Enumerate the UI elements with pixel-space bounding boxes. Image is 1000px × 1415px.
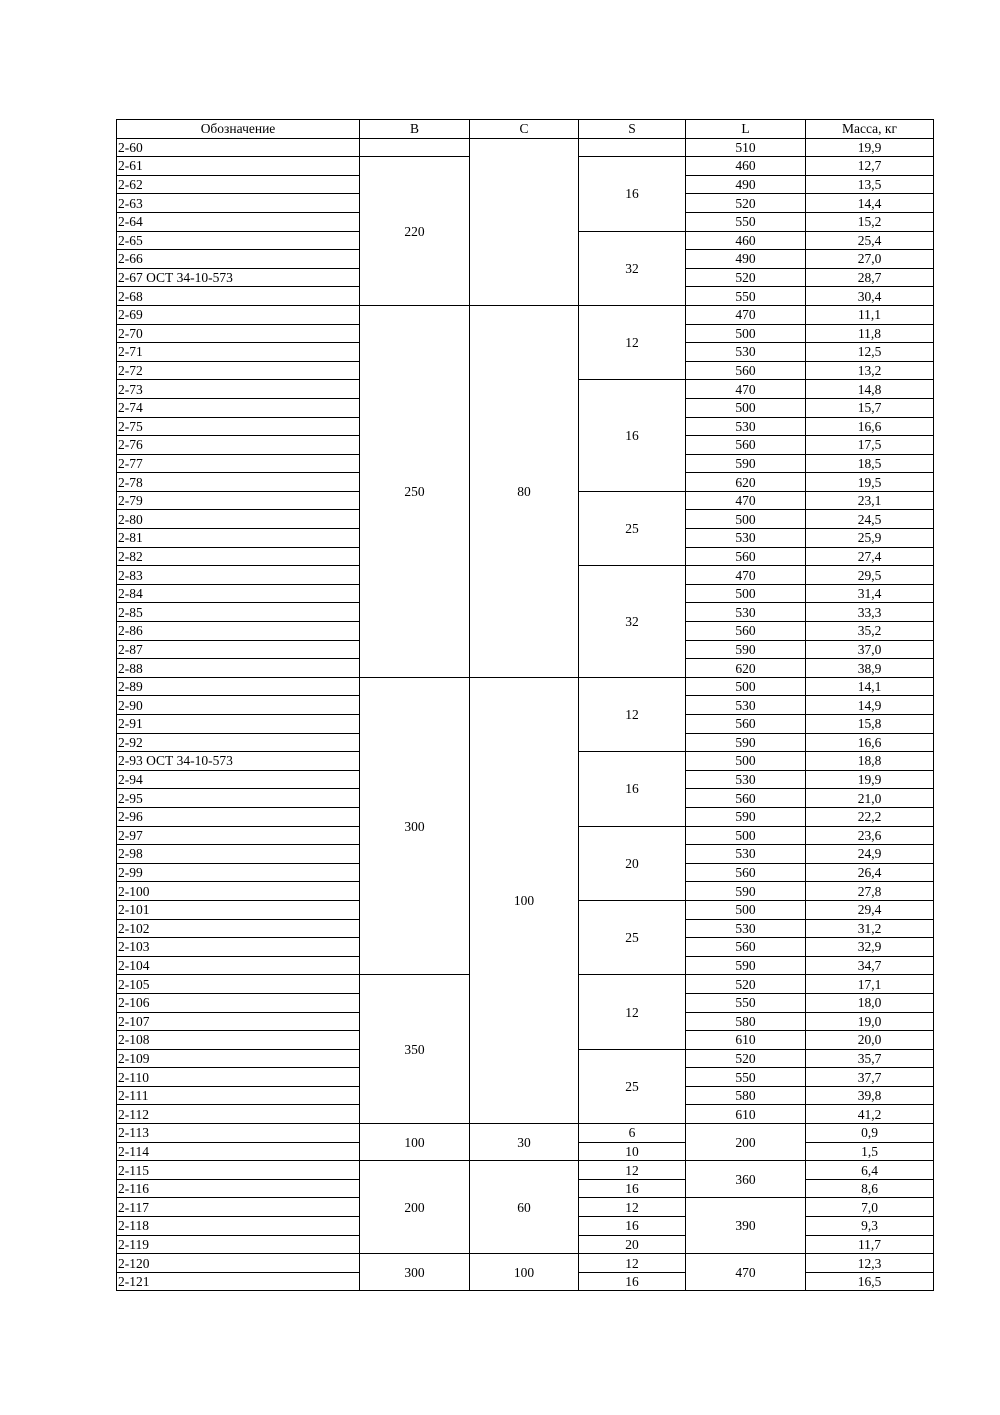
cell-designation: 2-103 xyxy=(117,938,360,957)
cell-l: 530 xyxy=(686,529,806,548)
cell-b: 220 xyxy=(360,157,470,306)
cell-mass: 24,9 xyxy=(806,845,934,864)
cell-l: 580 xyxy=(686,1012,806,1031)
cell-l: 460 xyxy=(686,231,806,250)
cell-s: 16 xyxy=(579,1217,686,1236)
cell-l: 580 xyxy=(686,1086,806,1105)
cell-b: 250 xyxy=(360,305,470,677)
cell-l: 620 xyxy=(686,473,806,492)
cell-designation: 2-76 xyxy=(117,436,360,455)
specification-table xyxy=(116,119,934,1291)
cell-designation: 2-83 xyxy=(117,566,360,585)
cell-mass: 16,6 xyxy=(806,417,934,436)
cell-mass: 23,1 xyxy=(806,491,934,510)
cell-l: 360 xyxy=(686,1161,806,1198)
cell-l: 560 xyxy=(686,361,806,380)
cell-designation: 2-70 xyxy=(117,324,360,343)
cell-mass: 15,8 xyxy=(806,715,934,734)
cell-mass: 15,7 xyxy=(806,398,934,417)
cell-l: 560 xyxy=(686,938,806,957)
cell-designation: 2-77 xyxy=(117,454,360,473)
cell-l: 530 xyxy=(686,845,806,864)
cell-designation: 2-72 xyxy=(117,361,360,380)
cell-s xyxy=(579,138,686,157)
cell-c: 100 xyxy=(470,1254,579,1291)
cell-designation: 2-115 xyxy=(117,1161,360,1180)
cell-designation: 2-65 xyxy=(117,231,360,250)
cell-designation: 2-117 xyxy=(117,1198,360,1217)
cell-c: 100 xyxy=(470,677,579,1123)
cell-mass: 37,7 xyxy=(806,1068,934,1087)
cell-mass: 30,4 xyxy=(806,287,934,306)
cell-l: 390 xyxy=(686,1198,806,1254)
cell-mass: 25,4 xyxy=(806,231,934,250)
cell-l: 500 xyxy=(686,584,806,603)
cell-mass: 14,8 xyxy=(806,380,934,399)
cell-designation: 2-119 xyxy=(117,1235,360,1254)
cell-s: 12 xyxy=(579,1161,686,1180)
cell-l: 500 xyxy=(686,398,806,417)
cell-designation: 2-106 xyxy=(117,993,360,1012)
cell-l: 470 xyxy=(686,566,806,585)
cell-designation: 2-95 xyxy=(117,789,360,808)
cell-mass: 19,9 xyxy=(806,138,934,157)
cell-s: 32 xyxy=(579,231,686,305)
cell-designation: 2-62 xyxy=(117,175,360,194)
cell-designation: 2-91 xyxy=(117,715,360,734)
cell-l: 590 xyxy=(686,640,806,659)
table-row xyxy=(117,1124,934,1143)
cell-designation: 2-81 xyxy=(117,529,360,548)
cell-l: 490 xyxy=(686,250,806,269)
cell-c: 80 xyxy=(470,305,579,677)
cell-mass: 32,9 xyxy=(806,938,934,957)
cell-mass: 21,0 xyxy=(806,789,934,808)
cell-l: 560 xyxy=(686,863,806,882)
cell-l: 530 xyxy=(686,603,806,622)
cell-designation: 2-64 xyxy=(117,212,360,231)
cell-designation: 2-80 xyxy=(117,510,360,529)
cell-s: 16 xyxy=(579,157,686,231)
cell-l: 490 xyxy=(686,175,806,194)
cell-b: 100 xyxy=(360,1124,470,1161)
cell-designation: 2-107 xyxy=(117,1012,360,1031)
cell-designation: 2-98 xyxy=(117,845,360,864)
cell-mass: 29,5 xyxy=(806,566,934,585)
cell-l: 590 xyxy=(686,733,806,752)
header-s: S xyxy=(579,120,686,139)
cell-mass: 11,1 xyxy=(806,305,934,324)
cell-s: 6 xyxy=(579,1124,686,1143)
cell-mass: 14,4 xyxy=(806,194,934,213)
cell-mass: 12,7 xyxy=(806,157,934,176)
cell-mass: 18,0 xyxy=(806,993,934,1012)
cell-mass: 38,9 xyxy=(806,659,934,678)
cell-l: 520 xyxy=(686,975,806,994)
cell-b: 300 xyxy=(360,677,470,975)
cell-l: 560 xyxy=(686,715,806,734)
table-row xyxy=(117,1254,934,1273)
cell-l: 460 xyxy=(686,157,806,176)
cell-l: 500 xyxy=(686,510,806,529)
cell-c: 60 xyxy=(470,1161,579,1254)
cell-l: 590 xyxy=(686,956,806,975)
cell-designation: 2-87 xyxy=(117,640,360,659)
cell-l: 560 xyxy=(686,622,806,641)
cell-c xyxy=(470,138,579,305)
cell-designation: 2-86 xyxy=(117,622,360,641)
cell-mass: 35,7 xyxy=(806,1049,934,1068)
cell-mass: 0,9 xyxy=(806,1124,934,1143)
cell-l: 610 xyxy=(686,1031,806,1050)
cell-mass: 27,8 xyxy=(806,882,934,901)
cell-designation: 2-112 xyxy=(117,1105,360,1124)
cell-designation: 2-61 xyxy=(117,157,360,176)
cell-s: 25 xyxy=(579,900,686,974)
cell-l: 520 xyxy=(686,1049,806,1068)
cell-mass: 8,6 xyxy=(806,1179,934,1198)
cell-mass: 7,0 xyxy=(806,1198,934,1217)
cell-mass: 6,4 xyxy=(806,1161,934,1180)
cell-l: 530 xyxy=(686,919,806,938)
cell-s: 20 xyxy=(579,1235,686,1254)
cell-mass: 13,2 xyxy=(806,361,934,380)
cell-mass: 27,0 xyxy=(806,250,934,269)
cell-l: 470 xyxy=(686,305,806,324)
cell-mass: 20,0 xyxy=(806,1031,934,1050)
cell-mass: 39,8 xyxy=(806,1086,934,1105)
cell-designation: 2-85 xyxy=(117,603,360,622)
cell-l: 550 xyxy=(686,212,806,231)
cell-l: 620 xyxy=(686,659,806,678)
cell-mass: 16,6 xyxy=(806,733,934,752)
cell-designation: 2-82 xyxy=(117,547,360,566)
cell-designation: 2-68 xyxy=(117,287,360,306)
cell-mass: 14,9 xyxy=(806,696,934,715)
cell-l: 530 xyxy=(686,770,806,789)
header-row xyxy=(117,120,934,139)
cell-l: 510 xyxy=(686,138,806,157)
cell-mass: 28,7 xyxy=(806,268,934,287)
cell-designation: 2-99 xyxy=(117,863,360,882)
header-c: C xyxy=(470,120,579,139)
cell-mass: 25,9 xyxy=(806,529,934,548)
cell-b: 300 xyxy=(360,1254,470,1291)
cell-designation: 2-108 xyxy=(117,1031,360,1050)
cell-l: 200 xyxy=(686,1124,806,1161)
cell-mass: 17,5 xyxy=(806,436,934,455)
cell-designation: 2-104 xyxy=(117,956,360,975)
cell-mass: 1,5 xyxy=(806,1142,934,1161)
cell-designation: 2-97 xyxy=(117,826,360,845)
cell-mass: 19,9 xyxy=(806,770,934,789)
cell-s: 10 xyxy=(579,1142,686,1161)
cell-designation: 2-66 xyxy=(117,250,360,269)
cell-mass: 19,5 xyxy=(806,473,934,492)
cell-s: 25 xyxy=(579,1049,686,1123)
cell-l: 560 xyxy=(686,547,806,566)
cell-designation: 2-88 xyxy=(117,659,360,678)
cell-mass: 29,4 xyxy=(806,900,934,919)
cell-s: 16 xyxy=(579,752,686,826)
cell-mass: 11,7 xyxy=(806,1235,934,1254)
cell-mass: 12,5 xyxy=(806,343,934,362)
cell-s: 16 xyxy=(579,380,686,492)
cell-designation: 2-78 xyxy=(117,473,360,492)
cell-mass: 14,1 xyxy=(806,677,934,696)
cell-designation: 2-109 xyxy=(117,1049,360,1068)
cell-s: 16 xyxy=(579,1179,686,1198)
cell-l: 500 xyxy=(686,677,806,696)
cell-designation: 2-100 xyxy=(117,882,360,901)
cell-b: 350 xyxy=(360,975,470,1124)
cell-mass: 31,4 xyxy=(806,584,934,603)
cell-designation: 2-110 xyxy=(117,1068,360,1087)
table-row xyxy=(117,677,934,696)
cell-mass: 37,0 xyxy=(806,640,934,659)
cell-l: 590 xyxy=(686,807,806,826)
cell-designation: 2-67 ОСТ 34-10-573 xyxy=(117,268,360,287)
cell-b xyxy=(360,138,470,157)
cell-mass: 35,2 xyxy=(806,622,934,641)
cell-mass: 18,5 xyxy=(806,454,934,473)
table-row xyxy=(117,1161,934,1180)
header-b: B xyxy=(360,120,470,139)
cell-s: 12 xyxy=(579,305,686,379)
cell-designation: 2-118 xyxy=(117,1217,360,1236)
cell-s: 16 xyxy=(579,1272,686,1291)
cell-mass: 23,6 xyxy=(806,826,934,845)
cell-designation: 2-69 xyxy=(117,305,360,324)
cell-designation: 2-90 xyxy=(117,696,360,715)
cell-designation: 2-75 xyxy=(117,417,360,436)
cell-designation: 2-121 xyxy=(117,1272,360,1291)
cell-mass: 27,4 xyxy=(806,547,934,566)
cell-mass: 31,2 xyxy=(806,919,934,938)
cell-mass: 34,7 xyxy=(806,956,934,975)
cell-designation: 2-79 xyxy=(117,491,360,510)
table-row xyxy=(117,138,934,157)
cell-mass: 15,2 xyxy=(806,212,934,231)
cell-mass: 11,8 xyxy=(806,324,934,343)
cell-mass: 17,1 xyxy=(806,975,934,994)
cell-l: 500 xyxy=(686,900,806,919)
cell-mass: 22,2 xyxy=(806,807,934,826)
cell-designation: 2-96 xyxy=(117,807,360,826)
cell-designation: 2-114 xyxy=(117,1142,360,1161)
cell-designation: 2-94 xyxy=(117,770,360,789)
cell-b: 200 xyxy=(360,1161,470,1254)
cell-l: 590 xyxy=(686,882,806,901)
header-mass: Масса, кг xyxy=(806,120,934,139)
cell-s: 12 xyxy=(579,1198,686,1217)
cell-l: 470 xyxy=(686,380,806,399)
cell-designation: 2-111 xyxy=(117,1086,360,1105)
cell-mass: 33,3 xyxy=(806,603,934,622)
cell-designation: 2-105 xyxy=(117,975,360,994)
cell-l: 610 xyxy=(686,1105,806,1124)
cell-s: 32 xyxy=(579,566,686,678)
cell-l: 590 xyxy=(686,454,806,473)
cell-l: 520 xyxy=(686,268,806,287)
cell-l: 550 xyxy=(686,993,806,1012)
cell-mass: 16,5 xyxy=(806,1272,934,1291)
cell-designation: 2-89 xyxy=(117,677,360,696)
cell-designation: 2-102 xyxy=(117,919,360,938)
cell-mass: 9,3 xyxy=(806,1217,934,1236)
cell-s: 25 xyxy=(579,491,686,565)
cell-s: 12 xyxy=(579,677,686,751)
cell-designation: 2-113 xyxy=(117,1124,360,1143)
cell-l: 470 xyxy=(686,1254,806,1291)
cell-s: 12 xyxy=(579,975,686,1049)
cell-l: 500 xyxy=(686,752,806,771)
cell-designation: 2-101 xyxy=(117,900,360,919)
cell-l: 520 xyxy=(686,194,806,213)
cell-designation: 2-92 xyxy=(117,733,360,752)
cell-l: 500 xyxy=(686,826,806,845)
cell-c: 30 xyxy=(470,1124,579,1161)
header-designation: Обозначение xyxy=(117,120,360,139)
cell-l: 560 xyxy=(686,436,806,455)
cell-s: 20 xyxy=(579,826,686,900)
cell-l: 470 xyxy=(686,491,806,510)
cell-s: 12 xyxy=(579,1254,686,1273)
cell-mass: 19,0 xyxy=(806,1012,934,1031)
table-row xyxy=(117,305,934,324)
cell-designation: 2-60 xyxy=(117,138,360,157)
cell-designation: 2-71 xyxy=(117,343,360,362)
cell-designation: 2-84 xyxy=(117,584,360,603)
cell-designation: 2-93 ОСТ 34-10-573 xyxy=(117,752,360,771)
cell-l: 560 xyxy=(686,789,806,808)
cell-mass: 41,2 xyxy=(806,1105,934,1124)
cell-mass: 26,4 xyxy=(806,863,934,882)
cell-l: 550 xyxy=(686,287,806,306)
cell-l: 530 xyxy=(686,343,806,362)
header-l: L xyxy=(686,120,806,139)
cell-designation: 2-120 xyxy=(117,1254,360,1273)
cell-mass: 24,5 xyxy=(806,510,934,529)
cell-l: 530 xyxy=(686,417,806,436)
cell-designation: 2-74 xyxy=(117,398,360,417)
cell-l: 530 xyxy=(686,696,806,715)
cell-l: 500 xyxy=(686,324,806,343)
cell-mass: 12,3 xyxy=(806,1254,934,1273)
cell-designation: 2-63 xyxy=(117,194,360,213)
cell-designation: 2-116 xyxy=(117,1179,360,1198)
cell-l: 550 xyxy=(686,1068,806,1087)
cell-mass: 13,5 xyxy=(806,175,934,194)
table-body xyxy=(117,138,934,1291)
cell-designation: 2-73 xyxy=(117,380,360,399)
cell-mass: 18,8 xyxy=(806,752,934,771)
